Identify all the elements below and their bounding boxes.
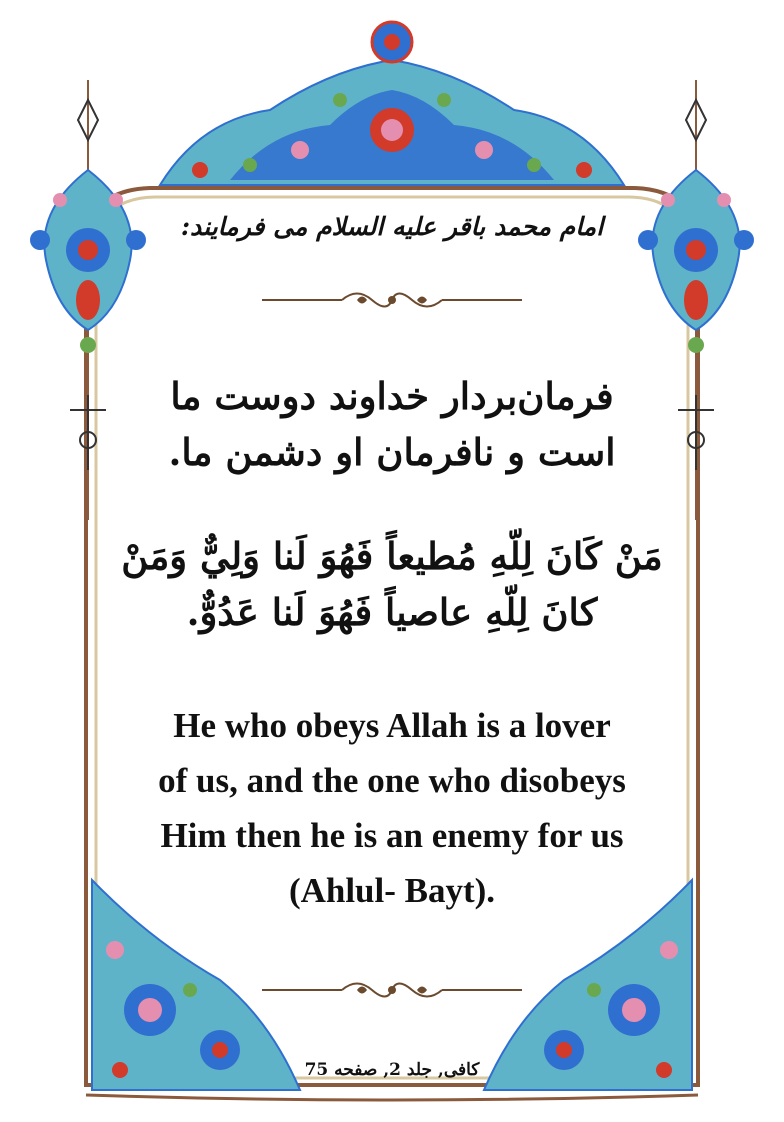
source-reference: کافی, جلد 2, صفحه 75 bbox=[304, 1060, 480, 1080]
english-line: He who obeys Allah is a lover bbox=[173, 706, 611, 745]
persian-translation bbox=[0, 368, 784, 480]
english-line: of us, and the one who disobeys bbox=[158, 761, 626, 800]
top-center-ornament bbox=[160, 22, 624, 185]
english-translation bbox=[0, 698, 784, 918]
arabic-hadith bbox=[0, 528, 784, 640]
english-line: (Ahlul- Bayt). bbox=[288, 871, 496, 910]
arabic-line: مَنْ كَانَ لِلّهِ مُطيعاً فَهُوَ لَنا وَلِيٌّ وَمَنْ bbox=[121, 534, 663, 578]
top-divider-ornament bbox=[262, 285, 522, 315]
bottom-divider-ornament bbox=[262, 975, 522, 1005]
english-line: Him then he is an enemy for us bbox=[160, 816, 624, 855]
heading-attribution: امام محمد باقر علیه السلام می فرمایند: bbox=[180, 212, 604, 241]
persian-line: فرمان‌بردار خداوند دوست ما bbox=[170, 374, 614, 418]
persian-line: است و نافرمان او دشمن ما. bbox=[168, 430, 616, 474]
arabic-line: كانَ لِلّهِ عاصياً فَهُوَ لَنا عَدُوٌّ. bbox=[186, 590, 598, 634]
frame-bottom-edge bbox=[86, 1095, 698, 1100]
